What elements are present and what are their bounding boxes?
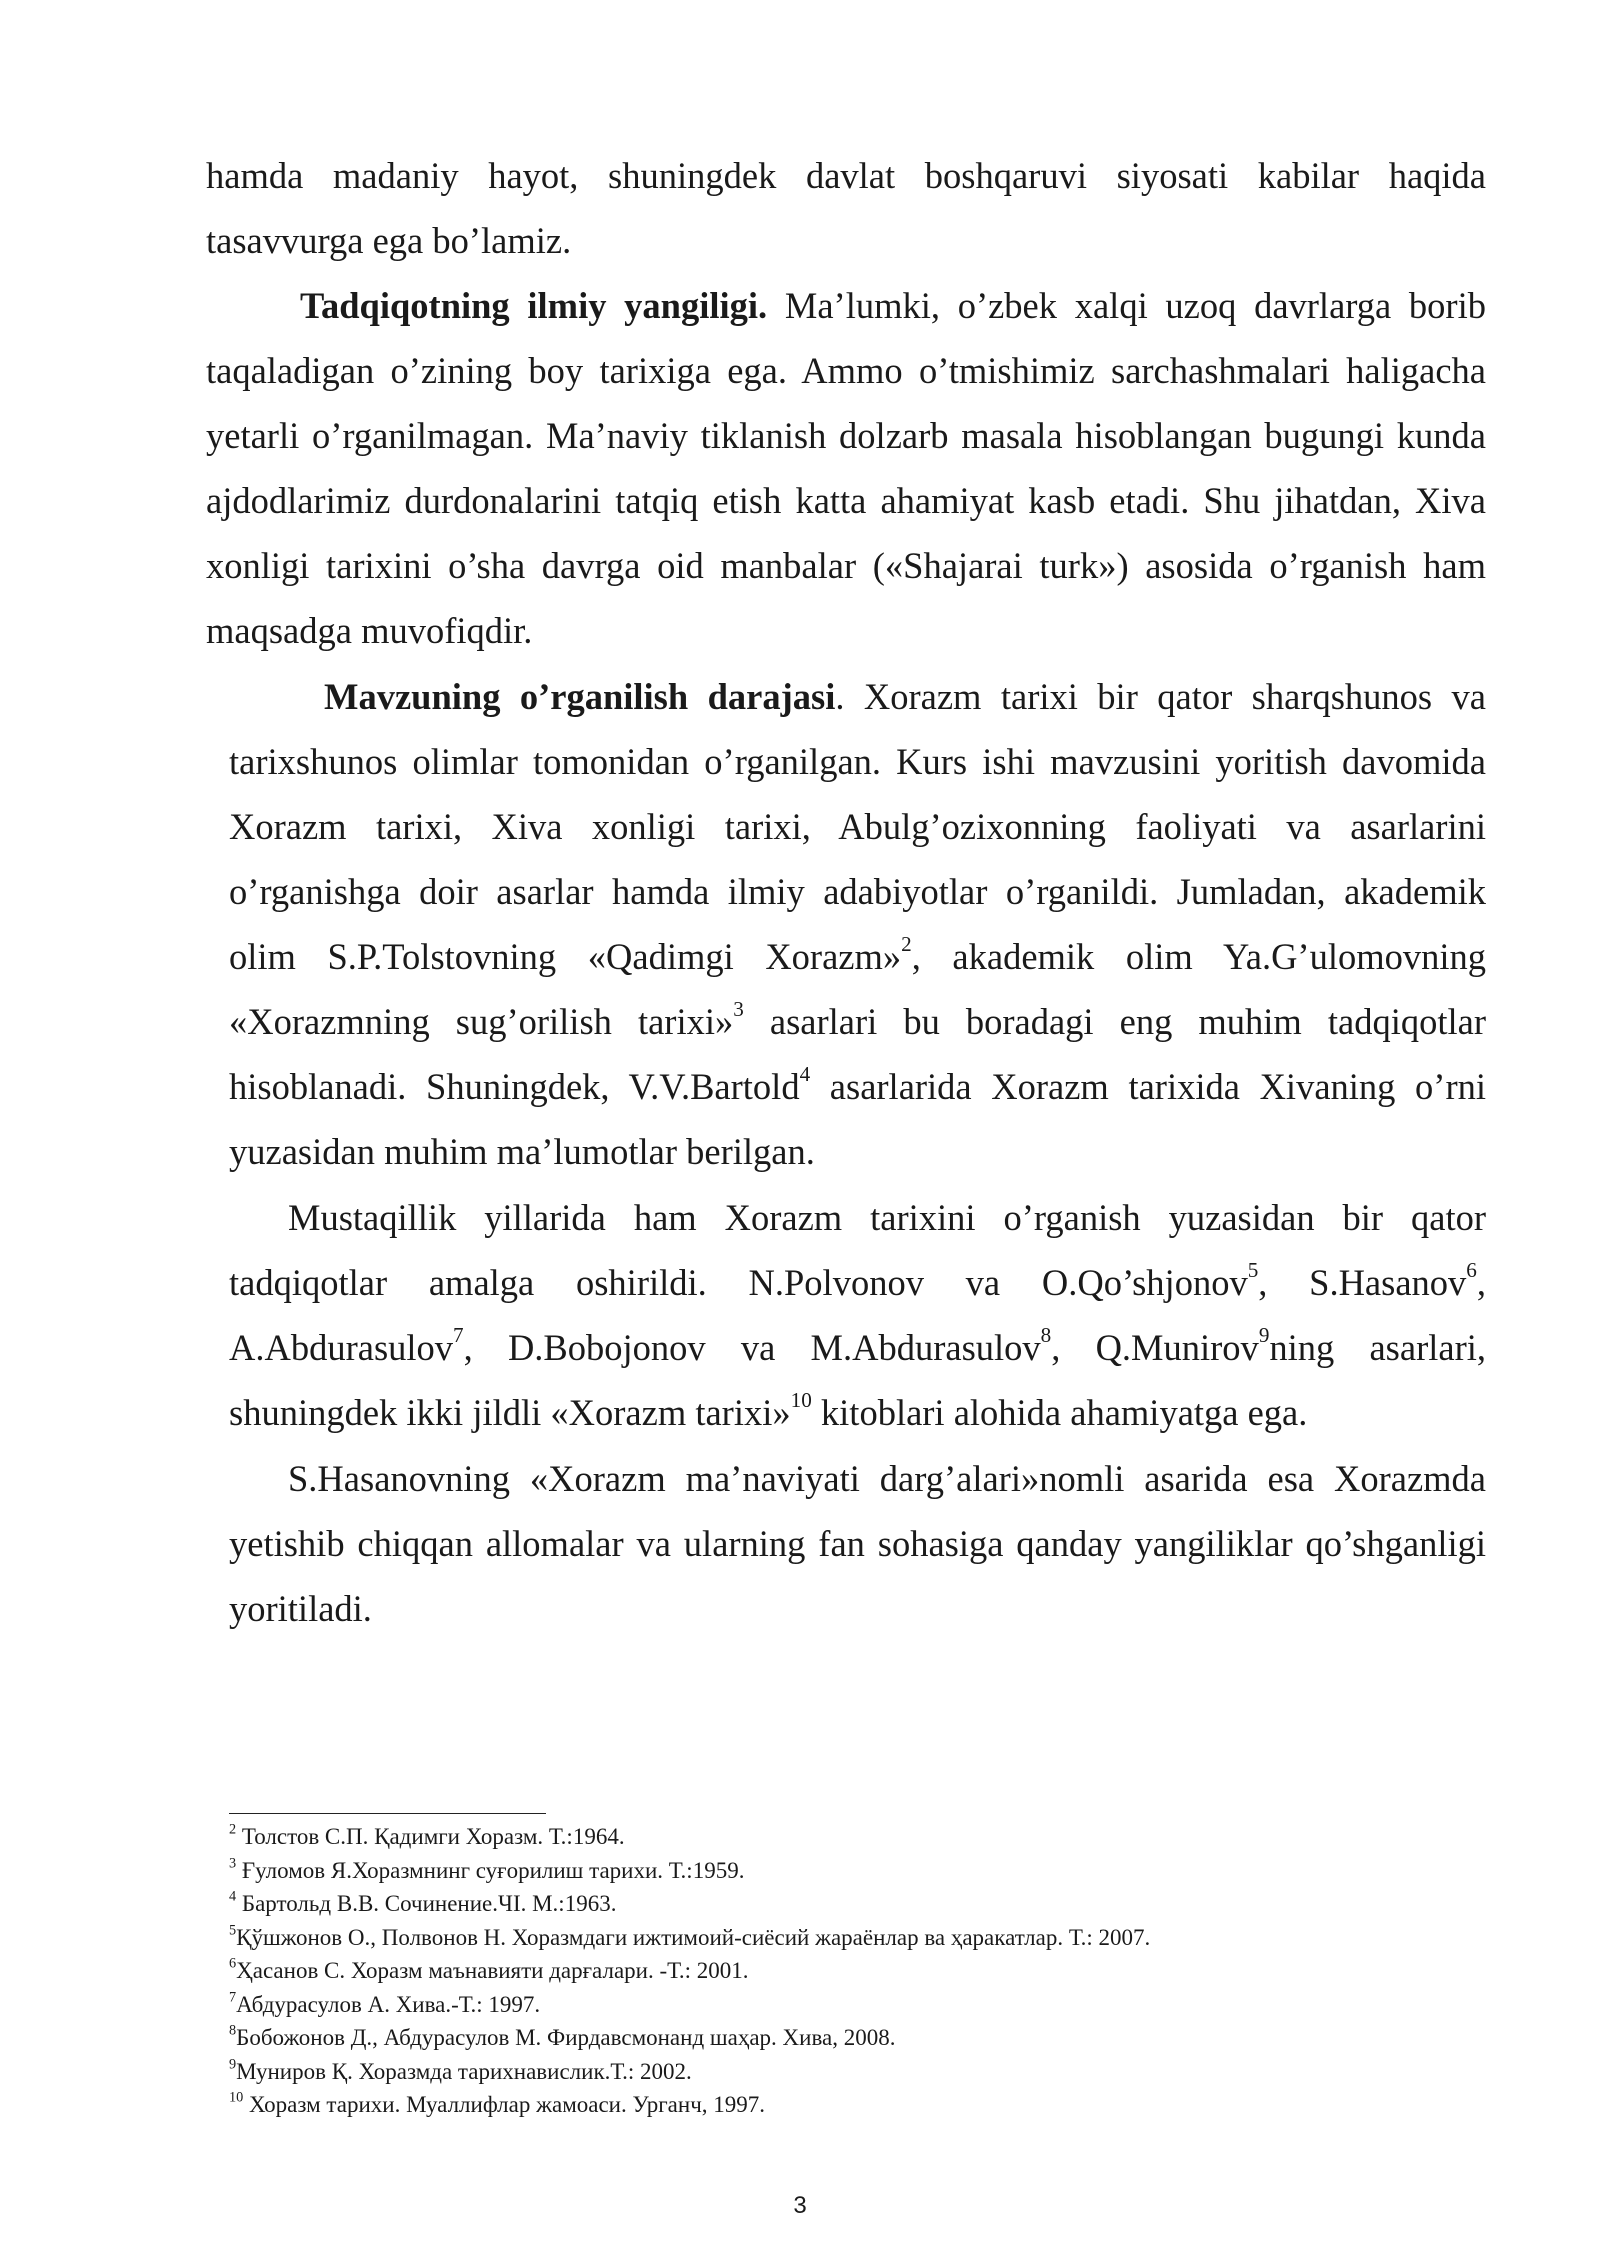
footnote-ref-8[interactable]: 8 (1040, 1323, 1052, 1348)
footnote-number: 6 (229, 1955, 237, 1972)
footnote-9 (229, 2055, 1489, 2089)
section-heading-study-level: Mavzuning o’rganilish darajasi (324, 676, 836, 717)
footnote-number: 5 (229, 1921, 237, 1938)
paragraph-independence-research (229, 1185, 1486, 1445)
footnote-6 (229, 1954, 1489, 1988)
footnote-3 (229, 1854, 1489, 1888)
paragraph-text: , Q.Munirov (1051, 1327, 1259, 1368)
paragraph-text: asarlarida Xorazm tarixida Xivaning o’rni yuzasidan muhim ma’lumotlar berilgan. (229, 1066, 1486, 1172)
paragraph-text: . Xorazm tarixi bir qator sharqshunos va tarixshunos olimlar tomonidan o’rganilgan. Kurs ishi mavzusini yoritish davomida Xorazm tarixi, Xiva xonligi tarixi, Abulg’ozixonning faoliyati va asarlarini o’rganishga doir asarlar hamda ilmiy adabiyotlar o’rganildi. Jumladan, akademik olim S.P.Tolstovning «Qadimgi Xorazm» (229, 676, 1487, 977)
footnote-text: Ҳасанов С. Хоразм маънавияти дарғалари. -Т.: 2001. (236, 1958, 749, 1983)
paragraph-text: , A.Abdurasulov (229, 1262, 1486, 1368)
paragraph-text: ning asarlari, shuningdek ikki jildli «Xorazm tarixi» (229, 1327, 1487, 1433)
footnote-number: 10 (229, 2089, 244, 2106)
footnote-text: Хоразм тарихи. Муаллифлар жамоаси. Урганч, 1997. (243, 2092, 766, 2117)
footnote-text: Бартольд В.В. Сочинение.ЧI. М.:1963. (236, 1891, 617, 1916)
footnote-ref-4[interactable]: 4 (799, 1062, 811, 1087)
paragraph-text: S.Hasanovning «Xorazm ma’naviyati darg’alari»nomli asarida esa Xorazmda yetishib chiqqan allomalar va ularning fan sohasiga qanday yangiliklar qo’shganligi yoritiladi. (229, 1458, 1486, 1629)
footnote-ref-2[interactable]: 2 (901, 932, 912, 957)
footnote-text: Бобожонов Д., Абдурасулов М. Фирдавсмонанд шаҳар. Хива, 2008. (236, 2025, 896, 2050)
footnote-ref-3[interactable]: 3 (733, 997, 744, 1022)
paragraph-hasanov-work (229, 1446, 1486, 1641)
paragraph-text: , D.Bobojonov va M.Abdurasulov (463, 1327, 1041, 1368)
page-number: 3 (793, 2192, 807, 2219)
paragraph-text: , akademik olim Ya.G’ulomovning «Xorazmning sug’orilish tarixi» (229, 936, 1487, 1042)
footnote-2 (229, 1820, 1489, 1854)
footnote-number: 2 (229, 1821, 237, 1838)
footnote-10 (229, 2088, 1489, 2122)
paragraph-text: Mustaqillik yillarida ham Xorazm tarixini o’rganish yuzasidan bir qator tadqiqotlar amalga oshirildi. N.Polvonov va O.Qo’shjonov (229, 1197, 1486, 1303)
footnote-ref-10[interactable]: 10 (790, 1388, 812, 1413)
footnote-ref-5[interactable]: 5 (1247, 1258, 1259, 1283)
footnote-number: 4 (229, 1888, 237, 1905)
footnote-text: Толстов С.П. Қадимги Хоразм. Т.:1964. (236, 1824, 625, 1849)
footnote-separator (229, 1813, 546, 1814)
paragraph-intro-continuation (206, 143, 1486, 273)
footnote-8 (229, 2021, 1489, 2055)
footnote-text: Ғуломов Я.Хоразмнинг суғорилиш тарихи. Т.:1959. (236, 1857, 745, 1883)
paragraph-scientific-novelty (206, 273, 1486, 663)
footnote-ref-7[interactable]: 7 (453, 1323, 464, 1348)
paragraph-study-level (229, 664, 1486, 1184)
footnote-4 (229, 1887, 1489, 1921)
section-heading-scientific-novelty: Tadqiqotning ilmiy yangiligi. (300, 285, 768, 326)
footnote-number: 7 (229, 1988, 237, 2005)
footnote-text: Қўшжонов О., Полвонов Н. Хоразмдаги ижтимоий-сиёсий жараёнлар ва ҳаракатлар. Т.: 2007. (236, 1924, 1151, 1950)
paragraph-text: hamda madaniy hayot, shuningdek davlat boshqaruvi siyosati kabilar haqida tasavvurga ega bo’lamiz. (206, 155, 1486, 261)
footnote-ref-6[interactable]: 6 (1466, 1258, 1477, 1283)
paragraph-text: , S.Hasanov (1258, 1262, 1467, 1303)
paragraph-text: kitoblari alohida ahamiyatga ega. (811, 1392, 1308, 1433)
paragraph-text: asarlari bu boradagi eng muhim tadqiqotlar hisoblanadi. Shuningdek, V.V.Bartold (229, 1001, 1486, 1107)
footnote-number: 3 (229, 1854, 237, 1871)
footnote-7 (229, 1988, 1489, 2022)
paragraph-text: Ma’lumki, o’zbek xalqi uzoq davrlarga borib taqaladigan o’zining boy tarixiga ega. Ammo o’tmishimiz sarchashmalari haligacha yetarli o’rganilmagan. Ma’naviy tiklanish dolzarb masala hisoblangan bugungi kunda ajdodlarimiz durdonalarini tatqiq etish katta ahamiyat kasb etadi. Shu jihatdan, Xiva xonligi tarixini o’sha davrga oid manbalar («Shajarai turk») asosida o’rganish ham maqsadga muvofiqdir. (206, 285, 1486, 651)
footnote-5 (229, 1921, 1489, 1955)
footnote-text: Муниров Қ. Хоразмда тарихнавислик.Т.: 2002. (236, 2058, 692, 2084)
footnote-ref-9[interactable]: 9 (1258, 1323, 1270, 1348)
footnote-number: 8 (229, 2022, 237, 2039)
footnotes-section (229, 1820, 1489, 2122)
footnote-number: 9 (229, 2055, 237, 2072)
footnote-text: Абдурасулов А. Хива.-Т.: 1997. (236, 1991, 541, 2017)
